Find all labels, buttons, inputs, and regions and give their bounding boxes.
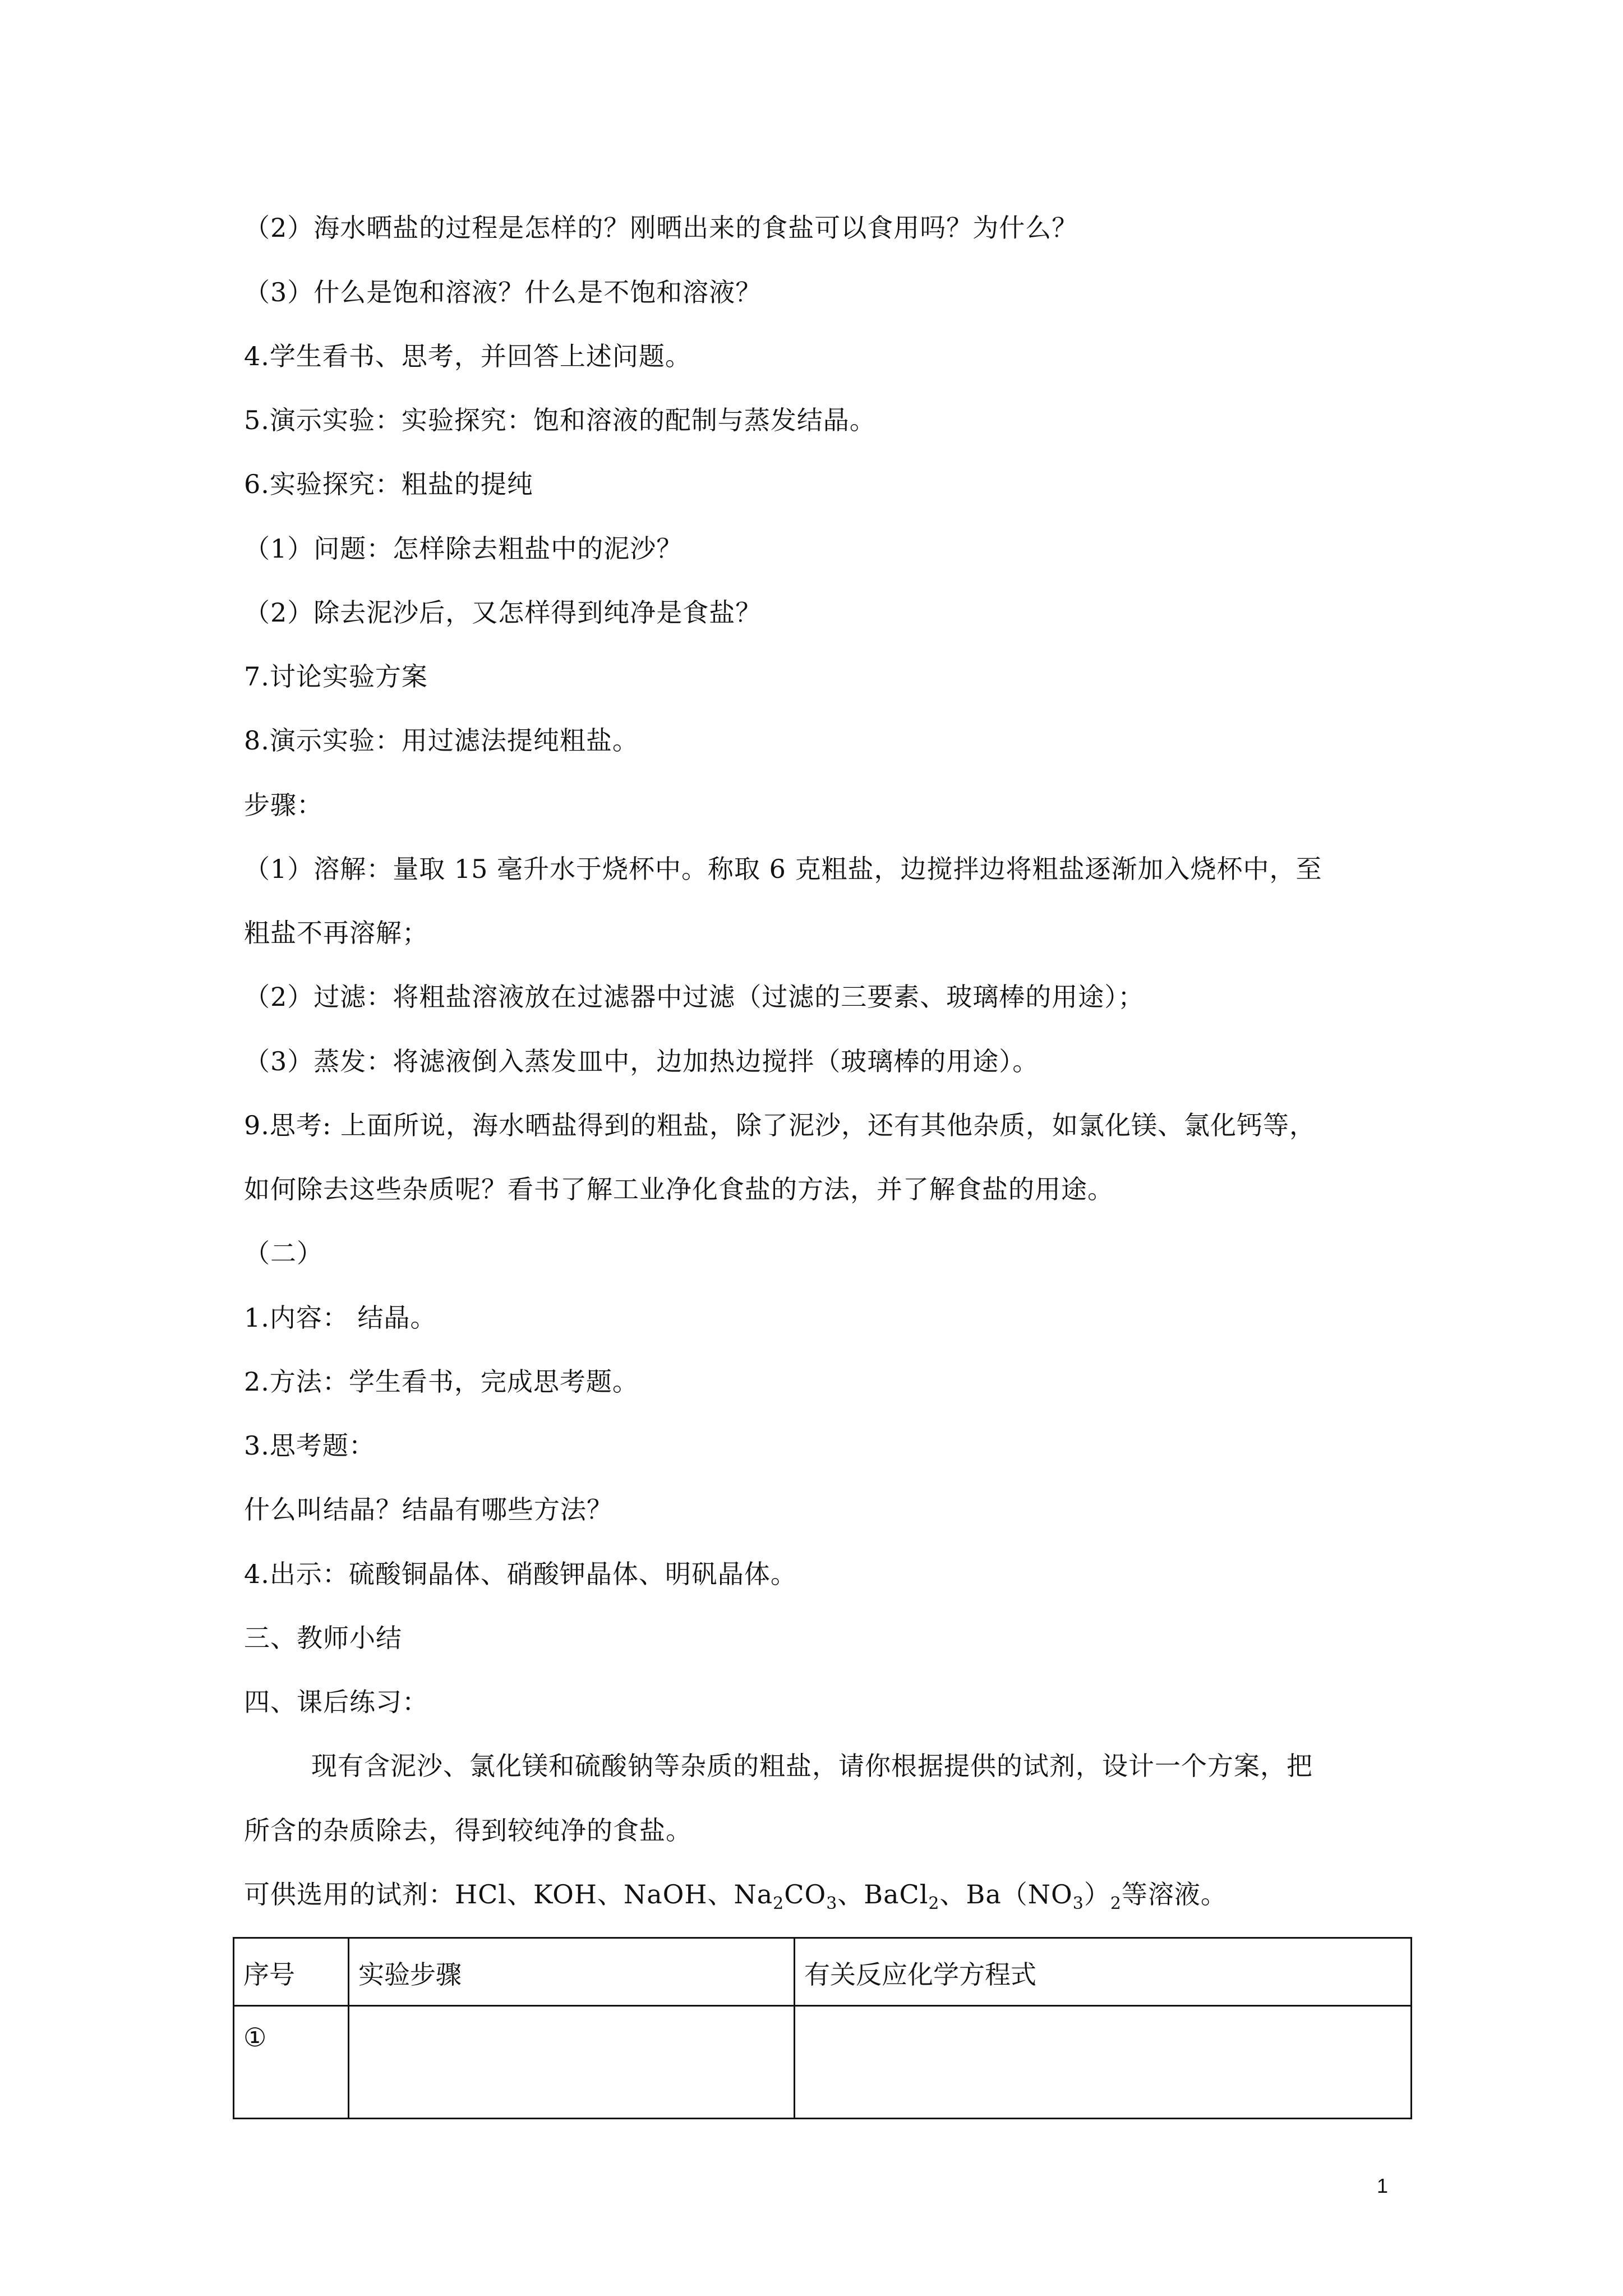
step-9-continued: 如何除去这些杂质呢？看书了解工业净化食盐的方法，并了解食盐的用途。: [244, 1174, 1114, 1204]
reagents-sub-5: 2: [1110, 1894, 1122, 1913]
question-3-line: （3）什么是饱和溶液？什么是不饱和溶液？: [244, 277, 762, 307]
display-line: 4.出示：硫酸铜晶体、硝酸钾晶体、明矾晶体。: [244, 1559, 797, 1589]
exercise-line-continued: 所含的杂质除去，得到较纯净的食盐。: [244, 1815, 692, 1846]
homework-heading: 四、课后练习：: [244, 1687, 428, 1717]
reagents-suffix: 等溶液。: [1121, 1879, 1227, 1910]
question-2-line: （2）海水晒盐的过程是怎样的？刚晒出来的食盐可以食用吗？为什么？: [244, 213, 1078, 243]
reagents-part-5: ）: [1083, 1879, 1110, 1910]
teacher-summary-heading: 三、教师小结: [244, 1623, 402, 1653]
table-header-row: [234, 1938, 1412, 2006]
header-equation: 有关反应化学方程式: [795, 1938, 1412, 2006]
row-number-cell: ①: [234, 2006, 349, 2119]
reagents-sub-1: 2: [773, 1894, 785, 1913]
filter-step-line: （2）过滤：将粗盐溶液放在过滤器中过滤（过滤的三要素、玻璃棒的用途）；: [244, 982, 1145, 1012]
answer-table: [233, 1937, 1412, 2119]
table-row: [234, 2006, 1412, 2119]
reagents-part-4: 、Ba（NO: [939, 1879, 1073, 1910]
step-6-line: 6.实验探究：粗盐的提纯: [244, 469, 533, 499]
step-5-line: 5.演示实验：实验探究：饱和溶液的配制与蒸发结晶。: [244, 405, 876, 435]
content-line: 1.内容： 结晶。: [244, 1303, 437, 1333]
header-procedure: 实验步骤: [349, 1938, 795, 2006]
reagents-line: [244, 1878, 1227, 1911]
row-equation-cell[interactable]: [795, 2006, 1412, 2119]
thinking-question-line: 什么叫结晶？结晶有哪些方法？: [244, 1494, 613, 1525]
dissolve-step-continued: 粗盐不再溶解；: [244, 918, 428, 948]
step-7-line: 7.讨论实验方案: [244, 661, 428, 692]
reagents-part-3: 、BaCl: [837, 1879, 929, 1910]
problem-2-line: （2）除去泥沙后，又怎样得到纯净是食盐？: [244, 597, 762, 628]
reagents-sub-4: 3: [1072, 1894, 1084, 1913]
row-procedure-cell[interactable]: [349, 2006, 795, 2119]
problem-1-line: （1）问题：怎样除去粗盐中的泥沙？: [244, 533, 683, 564]
evaporate-step-line: （3）蒸发：将滤液倒入蒸发皿中，边加热边搅拌（玻璃棒的用途）。: [244, 1046, 1039, 1076]
section-two-heading: （二）: [244, 1238, 323, 1268]
page-number: 1: [1377, 2174, 1389, 2197]
dissolve-step-line: （1）溶解：量取 15 毫升水于烧杯中。称取 6 克粗盐，边搅拌边将粗盐逐渐加入烧杯中，至: [244, 854, 1322, 884]
reagents-sub-2: 3: [826, 1894, 838, 1913]
reagents-part-2: CO: [784, 1879, 827, 1910]
method-line: 2.方法：学生看书，完成思考题。: [244, 1366, 639, 1397]
reagents-prefix: 可供选用的试剂：HCl、KOH、NaOH、Na: [244, 1879, 773, 1910]
header-number: 序号: [234, 1938, 349, 2006]
step-9-line: 9.思考: 上面所说，海水晒盐得到的粗盐，除了泥沙，还有其他杂质，如氯化镁、氯化钙等，: [244, 1110, 1316, 1140]
step-8-line: 8.演示实验：用过滤法提纯粗盐。: [244, 725, 639, 756]
thinking-question-heading: 3.思考题：: [244, 1430, 375, 1461]
step-4-line: 4.学生看书、思考，并回答上述问题。: [244, 341, 691, 371]
reagents-sub-3: 2: [928, 1894, 940, 1913]
exercise-line: 现有含泥沙、氯化镁和硫酸钠等杂质的粗盐，请你根据提供的试剂，设计一个方案，把: [311, 1751, 1313, 1781]
procedure-heading: 步骤：: [244, 790, 323, 820]
